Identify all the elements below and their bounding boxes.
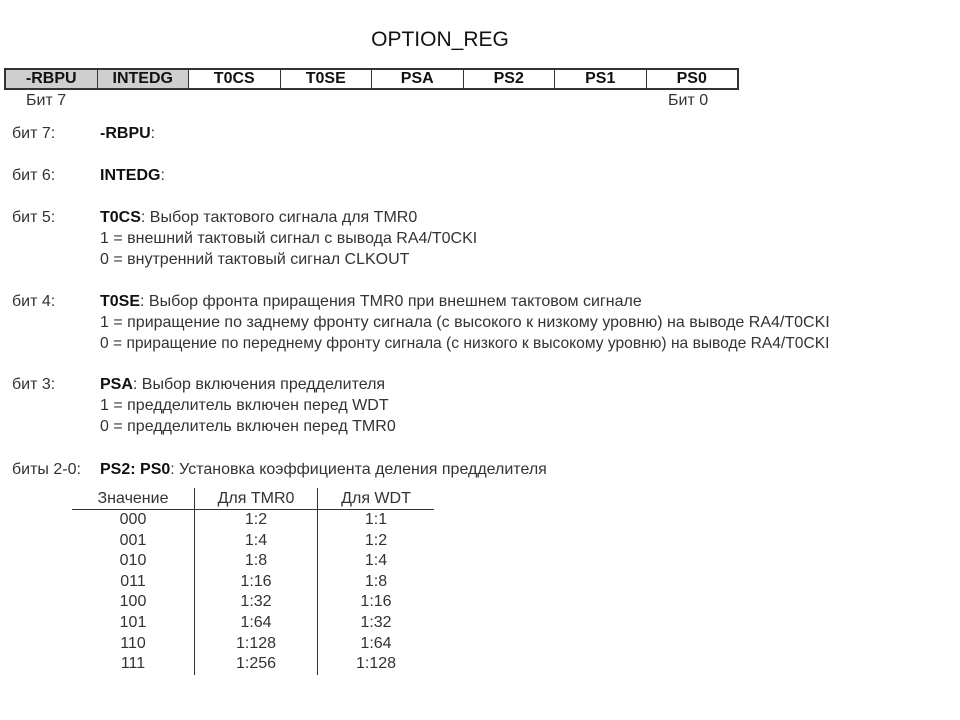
bit-name: INTEDG [100,167,161,184]
bit-label: бит 7: [12,125,56,142]
bit-name: T0SE [100,293,141,310]
table-row [72,510,434,531]
table-cell: 1:256 [195,654,318,675]
register-bit-6: INTEDG [98,70,190,88]
register-bit-0: PS0 [676,70,707,87]
bit-name: T0CS [100,209,141,226]
table-cell: 1:8 [195,551,318,572]
option-line: 0 = внутренний тактовый сигнал CLKOUT [100,251,410,268]
bit-0-caption: Бит 0 [668,92,709,109]
prescaler-table [72,488,434,675]
table-cell: 1:32 [360,613,392,631]
table-cell: 1:32 [195,592,318,613]
register-bit-1: PS1 [555,70,647,88]
bit-desc: : Выбор включения предделителя [132,376,386,393]
table-row [72,613,434,634]
bit-name: PS2: PS0 [100,461,171,478]
table-cell: 1:1 [364,511,388,528]
table-cell: 1:2 [195,510,318,531]
table-cell: 1:64 [360,634,392,652]
column-header: Значение [72,488,195,510]
bit-desc: : Выбор тактового сигнала для TMR0 [140,209,418,226]
table-cell: 1:4 [195,531,318,552]
bit-label: бит 3: [12,376,56,393]
page-title: OPTION_REG [371,28,509,51]
bit-7-caption: Бит 7 [26,92,67,109]
option-line: 1 = приращение по заднему фронту сигнала (с высокого к низкому уровню) на выводе RA4/T0CKI [100,314,830,331]
table-row [72,654,434,675]
table-cell: 1:128 [355,655,397,673]
bit-label: бит 5: [12,209,56,226]
bit-label: бит 6: [12,167,56,184]
table-cell: 1:16 [360,593,392,611]
table-cell: 110 [120,634,146,652]
table-cell: 001 [119,531,147,549]
table-row [72,551,434,572]
register-bit-4: T0SE [281,70,373,88]
table-cell: 1:16 [195,572,318,593]
option-line: 1 = внешний тактовый сигнал с вывода RA4/T0CKI [100,230,478,247]
option-line: 1 = предделитель включен перед WDT [100,397,389,414]
table-cell: 1:8 [364,572,388,590]
bit-desc: : Установка коэффициента деления предделителя [170,461,547,478]
bit-name: PSA [100,376,133,393]
column-header: Для TMR0 [195,488,318,510]
register-bit-5: T0CS [189,70,281,88]
table-cell: 010 [119,552,147,570]
table-cell: 1:64 [195,613,318,634]
register-bit-3: PSA [372,70,464,88]
register-bit-7: -RBPU [6,70,98,88]
bit-desc: : [160,167,165,184]
table-cell: 100 [119,593,147,611]
bit-desc: : Выбор фронта приращения TMR0 при внешнем тактовом сигнале [140,293,642,310]
bit-desc: : [150,125,156,142]
table-cell: 011 [120,572,146,590]
table-cell: 111 [120,655,146,673]
table-cell: 1:4 [364,552,388,570]
table-header-row [72,488,434,510]
bit-name: -RBPU [100,125,151,142]
table-cell: 1:2 [364,531,388,549]
table-cell: 101 [119,613,147,631]
register-bit-map [4,68,739,90]
option-line: 0 = предделитель включен перед TMR0 [100,418,396,435]
bit-label: биты 2-0: [12,461,81,478]
table-cell: 000 [119,511,147,528]
option-line: 0 = приращение по переднему фронту сигнала (с низкого к высокому уровню) на выводе RA4/T0CKI [100,335,830,352]
column-header: Для WDT [318,488,435,510]
register-bit-2: PS2 [464,70,556,88]
table-row [72,634,434,655]
table-cell: 1:128 [195,634,318,655]
bit-label: бит 4: [12,293,56,310]
table-row [72,592,434,613]
table-row [72,531,434,552]
table-row [72,572,434,593]
